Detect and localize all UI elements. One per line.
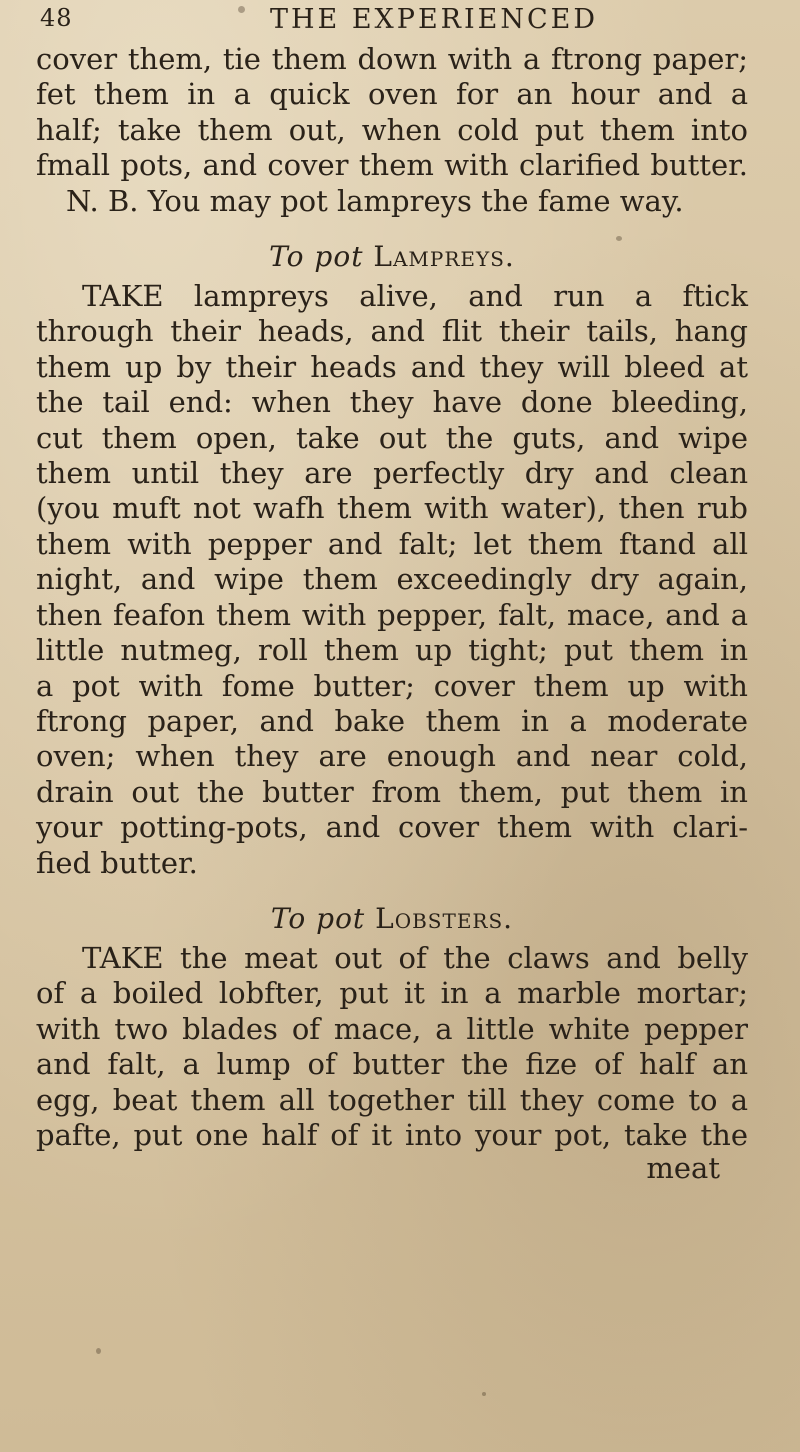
- text-line: fied butter.: [36, 845, 198, 880]
- intro-paragraph: [36, 42, 748, 219]
- page-number: 48: [40, 4, 73, 32]
- text-line: them up by their heads and they will bleed at: [36, 349, 748, 384]
- section-title-prefix: To pot: [270, 901, 366, 935]
- text-line: fmall pots, and cover them with clarified butter.: [36, 148, 748, 183]
- lampreys-recipe: [36, 279, 748, 881]
- section-title-main: Lampreys.: [373, 240, 515, 274]
- paper-speck: [482, 1392, 486, 1396]
- section-title-lampreys: [36, 239, 748, 275]
- text-line: then feafon them with pepper, falt, mace, and a: [36, 597, 748, 632]
- text-line: drain out the butter from them, put them in: [36, 774, 748, 809]
- text-line: night, and wipe them exceedingly dry again,: [36, 562, 748, 597]
- section-title-prefix: To pot: [269, 240, 364, 274]
- text-line: oven; when they are enough and near cold,: [36, 739, 748, 774]
- text-line: them until they are perfectly dry and clean: [36, 456, 748, 491]
- text-line: cover them, tie them down with a ftrong paper;: [36, 42, 748, 76]
- catchword: meat: [646, 1151, 720, 1186]
- text-line: N. B. You may pot lampreys the fame way.: [66, 183, 684, 218]
- lobsters-recipe: [36, 940, 748, 1186]
- section-title-main: Lobsters.: [375, 901, 514, 935]
- text-line: them with pepper and falt; let them ftand all: [36, 526, 748, 561]
- text-line: and falt, a lump of butter the fize of half an: [36, 1047, 748, 1082]
- text-line: your potting-pots, and cover them with clari-: [36, 810, 748, 845]
- text-line: TAKE lampreys alive, and run a ftick: [82, 279, 748, 314]
- text-line: of a boiled lobfter, put it in a marble mortar;: [36, 976, 748, 1011]
- text-line: the tail end: when they have done bleeding,: [36, 385, 748, 420]
- paper-speck: [96, 1348, 101, 1354]
- text-line: a pot with fome butter; cover them up with: [36, 668, 748, 703]
- text-block: [36, 42, 748, 1186]
- text-line: little nutmeg, roll them up tight; put them in: [36, 633, 748, 668]
- text-line: half; take them out, when cold put them into: [36, 112, 748, 147]
- text-line: TAKE the meat out of the claws and belly: [82, 940, 748, 975]
- text-line: cut them open, take out the guts, and wipe: [36, 420, 748, 455]
- section-title-lobsters: [36, 901, 748, 937]
- text-line: fet them in a quick oven for an hour and a: [36, 77, 748, 112]
- text-line: through their heads, and flit their tails, hang: [36, 314, 748, 349]
- text-line: with two blades of mace, a little white pepper: [36, 1011, 748, 1046]
- text-line: egg, beat them all together till they come to a: [36, 1082, 748, 1117]
- text-line: pafte, put one half of it into your pot, take the: [36, 1117, 748, 1152]
- running-title: THE EXPERIENCED: [270, 4, 598, 35]
- text-line: ftrong paper, and bake them in a moderate: [36, 703, 748, 738]
- text-line: (you muft not wafh them with water), then rub: [36, 491, 748, 526]
